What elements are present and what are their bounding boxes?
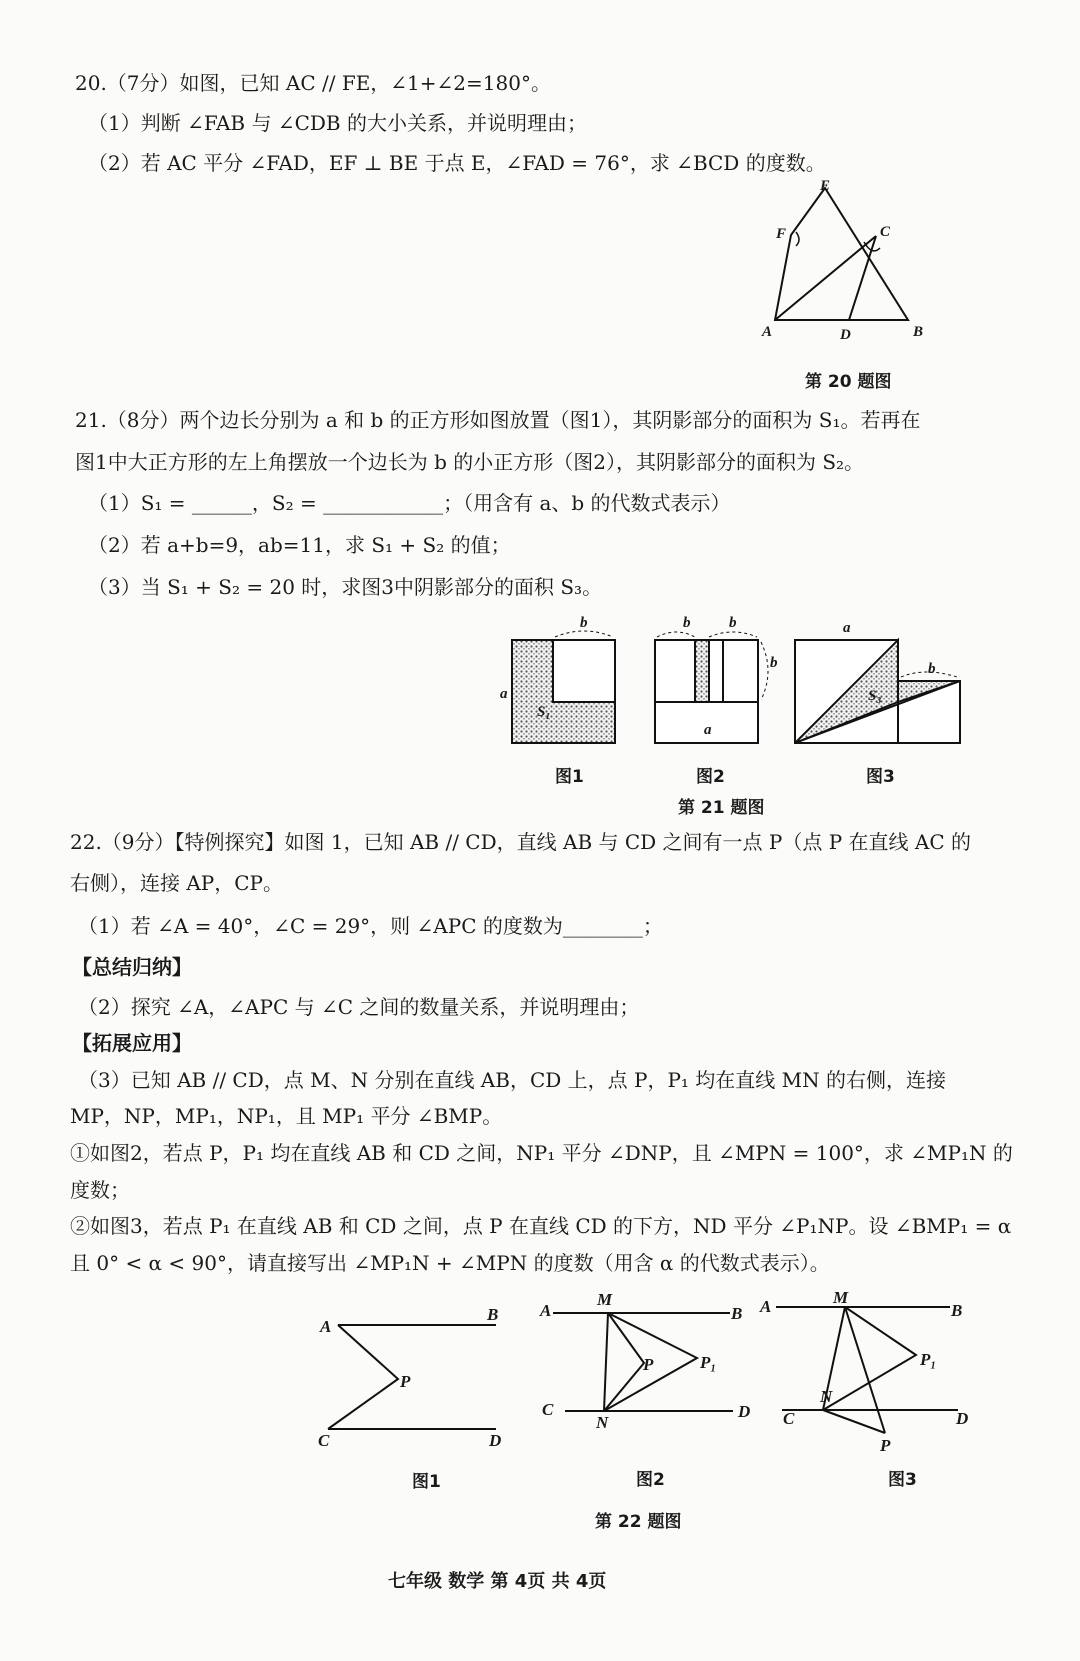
q22-part1: （1）若 ∠A = 40°，∠C = 29°，则 ∠APC 的度数为________； bbox=[78, 914, 663, 938]
q22-fig2-m: M bbox=[597, 1290, 613, 1309]
q21-fig2-b3: b bbox=[770, 655, 778, 671]
q20-figure bbox=[760, 180, 930, 350]
q20-outline bbox=[775, 188, 908, 320]
q21-fig2-b1: b bbox=[683, 615, 691, 631]
q22-sub1a: ①如图2，若点 P，P₁ 均在直线 AB 和 CD 之间，NP₁ 平分 ∠DNP，且 ∠MPN = 100°，求 ∠MP₁N 的 bbox=[70, 1141, 1013, 1165]
q22-fig3-p1: P₁ bbox=[920, 1350, 937, 1369]
q22-fig2-n: N bbox=[596, 1413, 609, 1432]
q22-fig1-b: B bbox=[487, 1305, 499, 1324]
q22-fig2-label: 图2 bbox=[636, 1470, 665, 1490]
q21-fig3-b: b bbox=[928, 661, 936, 677]
q22-fig3-a: A bbox=[760, 1297, 772, 1316]
q22-caption: 第 22 题图 bbox=[595, 1512, 682, 1532]
q20-angle1-arc bbox=[796, 232, 799, 246]
q21-fig2-label: 图2 bbox=[696, 767, 725, 787]
q22-line2: 右侧），连接 AP，CP。 bbox=[70, 871, 284, 895]
q21-fig3-label: 图3 bbox=[866, 767, 895, 787]
q20-part1: （1）判断 ∠FAB 与 ∠CDB 的大小关系，并说明理由； bbox=[88, 111, 587, 135]
q21-fig3-a: a bbox=[843, 620, 851, 636]
q22-fig1-c: C bbox=[318, 1431, 330, 1450]
q22-part3a: （3）已知 AB // CD，点 M、N 分别在直线 AB，CD 上，点 P，P₁ 均在直线 MN 的右侧，连接 bbox=[78, 1068, 946, 1092]
q22-line1: 22.（9分）【特例探究】如图 1，已知 AB // CD，直线 AB 与 CD 之间有一点 P（点 P 在直线 AC 的 bbox=[70, 830, 971, 854]
q22-fig1-d: D bbox=[489, 1431, 502, 1450]
q21-part1: （1）S₁ = ______，S₂ = ____________；（用含有 a、b 的代数式表示） bbox=[88, 491, 731, 515]
q20-label-e: E bbox=[820, 178, 831, 194]
q22-sub2b: 且 0° < α < 90°，请直接写出 ∠MP₁N + ∠MPN 的度数（用含 α 的代数式表示）。 bbox=[70, 1251, 830, 1275]
q20-label-a: A bbox=[762, 324, 773, 340]
q22-fig2-b: B bbox=[731, 1304, 743, 1323]
q20-label-d: D bbox=[840, 327, 851, 343]
q22-section-summary: 【总结归纳】 bbox=[72, 955, 192, 979]
page-footer: 七年级 数学 第 4页 共 4页 bbox=[388, 1571, 607, 1592]
q20-header: 20.（7分）如图，已知 AC // FE，∠1+∠2=180°。 bbox=[75, 71, 551, 95]
q21-fig1-s1: S₁ bbox=[537, 704, 551, 720]
q22-fig3-m: M bbox=[833, 1288, 849, 1307]
q21-part2: （2）若 a+b=9，ab=11，求 S₁ + S₂ 的值； bbox=[88, 533, 511, 557]
q21-fig1-b: b bbox=[580, 615, 588, 631]
q22-sub1b: 度数； bbox=[70, 1178, 130, 1202]
q22-fig3-b: B bbox=[951, 1301, 963, 1320]
q21-fig1-a: a bbox=[500, 686, 508, 702]
q22-sub2a: ②如图3，若点 P₁ 在直线 AB 和 CD 之间，点 P 在直线 CD 的下方，ND 平分 ∠P₁NP。设 ∠BMP₁ = α bbox=[70, 1214, 1012, 1238]
q22-fig3-n: N bbox=[820, 1387, 833, 1406]
q22-fig3 bbox=[770, 1288, 970, 1448]
q20-part2: （2）若 AC 平分 ∠FAD，EF ⊥ BE 于点 E，∠FAD = 76°，求 ∠BCD 的度数。 bbox=[88, 151, 826, 175]
q20-label-c: C bbox=[880, 224, 891, 240]
q22-fig2-c: C bbox=[542, 1400, 554, 1419]
q22-part3b: MP，NP，MP₁，NP₁，且 MP₁ 平分 ∠BMP。 bbox=[70, 1104, 503, 1128]
q20-caption: 第 20 题图 bbox=[805, 372, 892, 392]
q22-fig3-c: C bbox=[783, 1409, 795, 1428]
q22-fig3-d: D bbox=[956, 1409, 969, 1428]
q22-fig2-p1: P₁ bbox=[700, 1353, 717, 1372]
q22-part2: （2）探究 ∠A，∠APC 与 ∠C 之间的数量关系，并说明理由； bbox=[78, 995, 640, 1019]
q21-fig2-a: a bbox=[704, 722, 712, 738]
q21-fig1 bbox=[512, 631, 615, 743]
q22-fig1-label: 图1 bbox=[412, 1472, 441, 1492]
q21-line1: 21.（8分）两个边长分别为 a 和 b 的正方形如图放置（图1），其阴影部分的面积为 S₁。若再在 bbox=[75, 408, 921, 432]
q22-fig3-p: P bbox=[880, 1436, 891, 1455]
q22-fig2-d: D bbox=[738, 1402, 751, 1421]
q22-fig2-p: P bbox=[643, 1355, 654, 1374]
q21-part3: （3）当 S₁ + S₂ = 20 时，求图3中阴影部分的面积 S₃。 bbox=[88, 575, 603, 599]
q21-caption: 第 21 题图 bbox=[678, 798, 765, 818]
q22-fig3-label: 图3 bbox=[888, 1470, 917, 1490]
q22-fig1-p: P bbox=[400, 1372, 411, 1391]
q22-section-extend: 【拓展应用】 bbox=[72, 1031, 192, 1055]
q21-fig1-label: 图1 bbox=[555, 767, 584, 787]
q22-fig2-a: A bbox=[540, 1301, 552, 1320]
q21-fig3-s3: S₃ bbox=[868, 688, 882, 704]
q22-fig1 bbox=[318, 1305, 508, 1455]
q20-line-ac bbox=[775, 236, 876, 320]
q20-label-b: B bbox=[913, 324, 924, 340]
q21-fig2-b2: b bbox=[729, 615, 737, 631]
q21-figures bbox=[495, 615, 975, 755]
q22-fig1-a: A bbox=[320, 1317, 332, 1336]
q21-line2: 图1中大正方形的左上角摆放一个边长为 b 的小正方形（图2），其阴影部分的面积为 S₂。 bbox=[75, 450, 865, 474]
q20-label-f: F bbox=[776, 226, 787, 242]
